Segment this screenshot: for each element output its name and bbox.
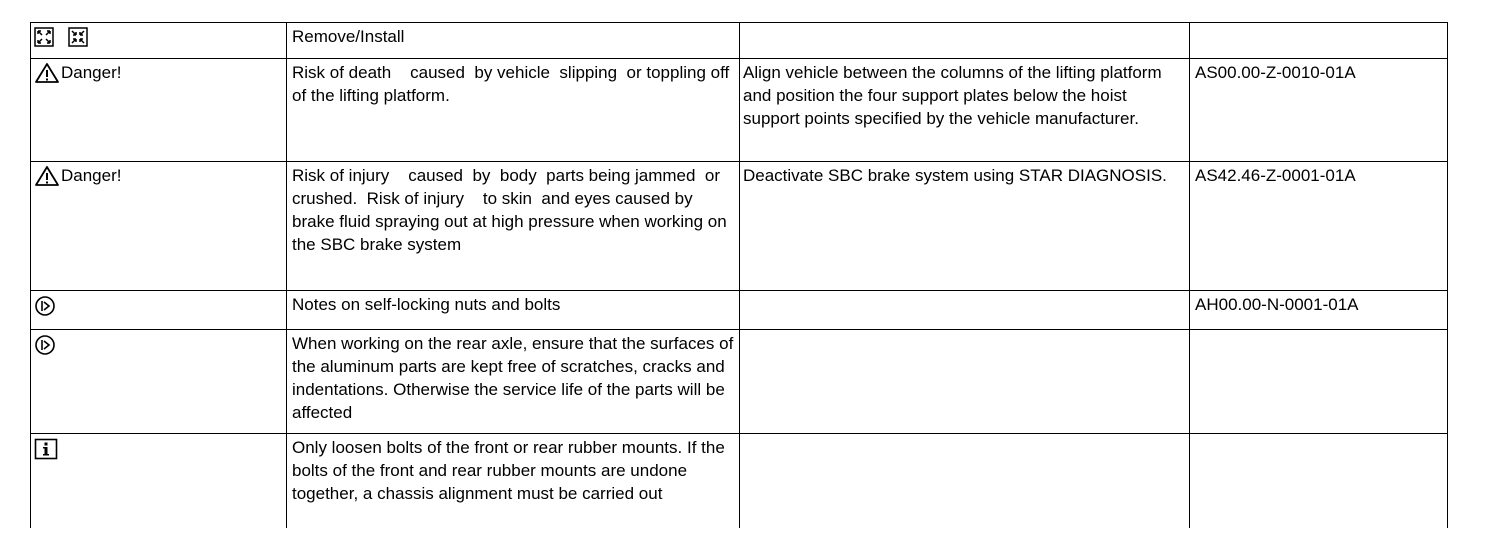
step-text: Risk of death caused by vehicle slipping or toppling off of the lifting platform. bbox=[286, 59, 739, 161]
document-ref bbox=[1189, 23, 1448, 58]
step-text: Only loosen bolts of the front or rear rubber mounts. If the bolts of the front and rear rubber mounts are undone together, a chassis alignment must be carried out bbox=[286, 434, 739, 528]
icon-cell bbox=[30, 330, 286, 433]
icon-cell bbox=[30, 23, 286, 58]
action-text: Deactivate SBC brake system using STAR DIAGNOSIS. bbox=[739, 162, 1189, 290]
table-row bbox=[30, 434, 1448, 528]
step-text: Risk of injury caused by body parts being jammed or crushed. Risk of injury to skin and eyes caused by brake fluid spraying out at high pressure when working on the SBC brake system bbox=[286, 162, 739, 290]
procedure-table bbox=[30, 22, 1448, 528]
warning-triangle-icon bbox=[34, 165, 61, 187]
document-ref bbox=[1189, 330, 1448, 433]
document-ref[interactable]: AS00.00-Z-0010-01A bbox=[1189, 59, 1448, 161]
icon-cell bbox=[30, 434, 286, 528]
document-ref[interactable]: AS42.46-Z-0001-01A bbox=[1189, 162, 1448, 290]
icon-cell bbox=[30, 59, 286, 161]
action-text bbox=[739, 330, 1189, 433]
expand-arrows-icon bbox=[34, 27, 54, 47]
warning-triangle-icon bbox=[34, 62, 61, 84]
table-row bbox=[30, 162, 1448, 291]
step-text: Notes on self-locking nuts and bolts bbox=[286, 291, 739, 329]
info-box-icon bbox=[34, 438, 58, 460]
icon-cell bbox=[30, 162, 286, 290]
note-circle-icon bbox=[34, 334, 56, 356]
document-ref bbox=[1189, 434, 1448, 528]
danger-label: Danger! bbox=[61, 166, 122, 185]
table-row bbox=[30, 22, 1448, 59]
table-row bbox=[30, 59, 1448, 162]
action-text: Align vehicle between the columns of the lifting platform and position the four support plates below the hoist support points specified by the vehicle manufacturer. bbox=[739, 59, 1189, 161]
document-ref[interactable]: AH00.00-N-0001-01A bbox=[1189, 291, 1448, 329]
collapse-arrows-icon bbox=[68, 27, 88, 47]
table-row bbox=[30, 291, 1448, 330]
note-circle-icon bbox=[34, 295, 56, 317]
action-text bbox=[739, 23, 1189, 58]
icon-cell bbox=[30, 291, 286, 329]
action-text bbox=[739, 291, 1189, 329]
table-row bbox=[30, 330, 1448, 434]
step-text: When working on the rear axle, ensure that the surfaces of the aluminum parts are kept free of scratches, cracks and indentations. Otherwise the service life of the parts will be affected bbox=[286, 330, 739, 433]
danger-label: Danger! bbox=[61, 63, 122, 82]
action-text bbox=[739, 434, 1189, 528]
step-text: Remove/Install bbox=[286, 23, 739, 58]
